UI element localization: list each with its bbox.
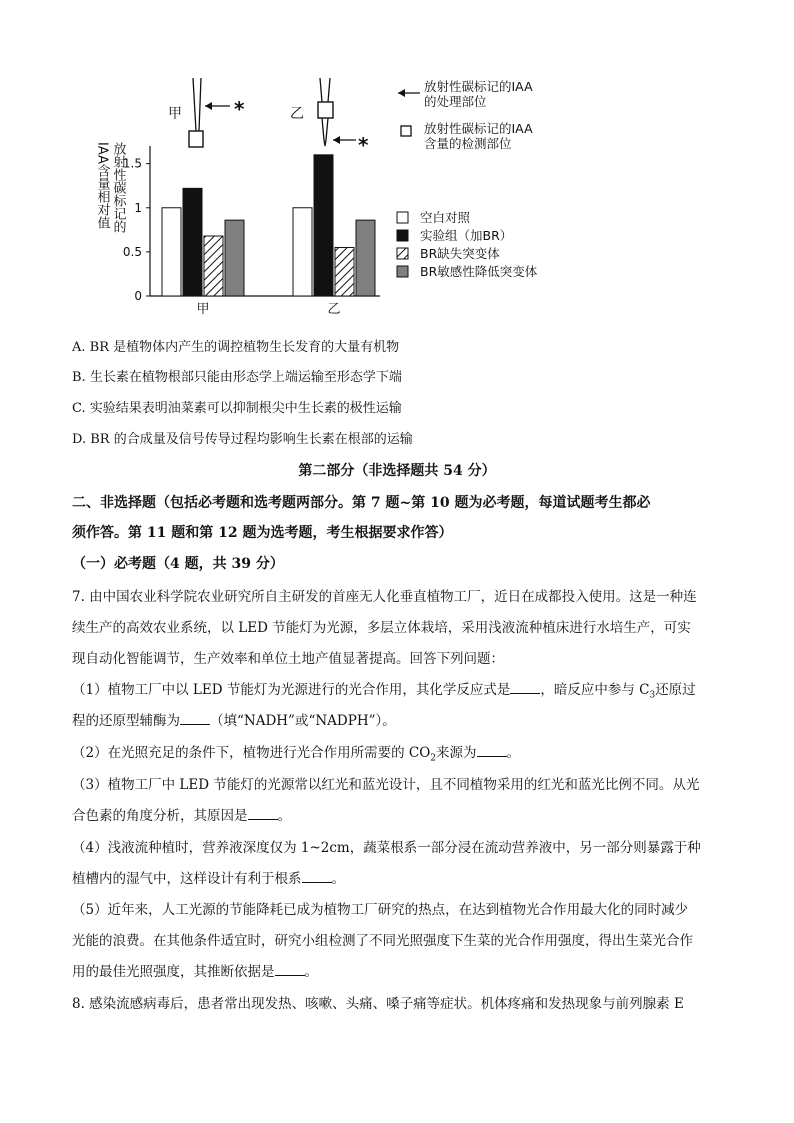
top-legend [398,79,533,151]
y-tick-label: 0 [134,289,142,303]
legend-label: 空白对照 [420,210,471,225]
answer-blank [275,963,305,976]
option-d: D. BR 的合成量及信号传导过程均影响生长素在根部的运输 [72,432,413,447]
option-b: B. 生长素在植物根部只能由形态学上端运输至形态学下端 [72,370,402,385]
bar [356,220,375,296]
q7-part3-line1: （3）植物工厂中 LED 节能灯的光源常以红光和蓝光设计，且不同植物采用的红光和蓝光比例不同。从光 [72,777,700,793]
legend-swatch [397,212,408,223]
treatment-square-icon [318,102,333,118]
bar [162,208,181,296]
subsection-title: （一）必考题（4 题，共 39 分） [72,556,284,572]
answer-blank [248,807,278,820]
q7-part5-line3: 用的最佳光照强度，其推断依据是 。 [72,964,318,980]
bar [293,208,312,296]
root-diagram-yi [290,78,369,157]
answer-blank [302,870,332,883]
y-axis-label [95,142,127,233]
q7-line2: 续生产的高效农业系统，以 LED 节能灯为光源，多层立体栽培，采用浅液流种植床进行水培生产，可实 [72,620,691,636]
legend-treatment-line2: 的处理部位 [424,94,487,109]
bar-chart [123,146,380,317]
answer-blank [180,712,210,725]
root-diagram-jia [168,78,245,147]
ylabel-col2: IAA含量相对值 [94,142,110,229]
bar [183,188,202,296]
q7-part1-line2: 程的还原型辅酶为 （填“NADH”或“NADPH”）。 [72,713,396,729]
panel-label-jia: 甲 [168,106,182,122]
x-tick-label: 乙 [327,302,341,317]
arrow-icon [205,102,230,110]
section-intro-line2: 须作答。第 11 题和第 12 题为选考题，考生根据要求作答） [72,525,453,541]
section-title: 第二部分（非选择题共 54 分） [298,463,496,479]
y-tick-label: 1 [134,200,142,215]
q7-part5-line1: （5）近年来，人工光源的节能降耗已成为植物工厂研究的热点，在达到植物光合作用最大化的同时减少 [72,902,689,918]
option-c: C. 实验结果表明油菜素可以抑制根尖中生长素的极性运输 [72,401,402,416]
q7-part4-line2: 植槽内的湿气中，这样设计有利于根系 。 [72,871,345,887]
bar [314,155,333,296]
legend-swatch [397,266,408,277]
bar [335,247,354,296]
section-intro-line1: 二、非选择题（包括必考题和选考题两部分。第 7 题~第 10 题为必考题，每道试题考生都必 [72,495,651,511]
arrow-icon [398,89,420,97]
panel-label-yi: 乙 [290,106,304,122]
q7-line3: 现自动化智能调节，生产效率和单位土地产值显著提高。回答下列问题： [72,651,504,667]
x-tick-label: 甲 [196,302,210,317]
legend-swatch [397,248,408,259]
option-a: A. BR 是植物体内产生的调控植物生长发育的大量有机物 [72,340,400,355]
q7-part3-line2: 合色素的角度分析，其原因是 。 [72,808,291,824]
bar [204,236,223,296]
legend-label: BR缺失突变体 [420,246,500,261]
square-icon [401,126,411,136]
chart-legend [397,210,538,279]
answer-blank [510,681,540,694]
figure-svg [0,0,794,330]
ylabel-col1: 放射性碳标记的 [110,142,126,233]
bar [225,220,244,296]
legend-detection-line1: 放射性碳标记的IAA [424,121,533,136]
arrow-icon [333,136,356,144]
asterisk-jia: * [234,97,245,121]
legend-label: 实验组（加BR） [420,228,513,243]
asterisk-yi: * [358,133,369,157]
answer-blank [477,744,507,757]
experiment-figure [0,0,794,330]
y-tick-label: 0.5 [122,244,142,259]
y-tick-label: 1.5 [122,156,142,171]
q7-part5-line2: 光能的浪费。在其他条件适宜时，研究小组检测了不同光照强度下生菜的光合作用强度，得出生菜光合作 [72,933,693,949]
q7-line1: 7. 由中国农业科学院农业研究所自主研发的首座无人化垂直植物工厂，近日在成都投入使用。这是一种连 [72,589,697,605]
q7-part1-line1: （1）植物工厂中以 LED 节能灯为光源进行的光合作用，其化学反应式是 ，暗反应中参与 $C_3$还原过 [72,682,696,701]
legend-label: BR敏感性降低突变体 [420,264,538,279]
legend-swatch [397,230,408,241]
legend-detection-line2: 含量的检测部位 [424,136,512,151]
q7-part4-line1: （4）浅液流种植时，营养液深度仅为 1~2cm，蔬菜根系一部分浸在流动营养液中，另一部分则暴露于种 [72,840,701,856]
q8-line1: 8. 感染流感病毒后，患者常出现发热、咳嗽、头痛、嗓子痛等症状。机体疼痛和发热现象与前列腺素 E [72,996,684,1012]
legend-treatment-line1: 放射性碳标记的IAA [424,79,533,94]
detection-square-icon [189,131,203,147]
q7-part2: （2）在光照充足的条件下，植物进行光合作用所需要的 $CO_2$来源为 。 [72,745,521,764]
